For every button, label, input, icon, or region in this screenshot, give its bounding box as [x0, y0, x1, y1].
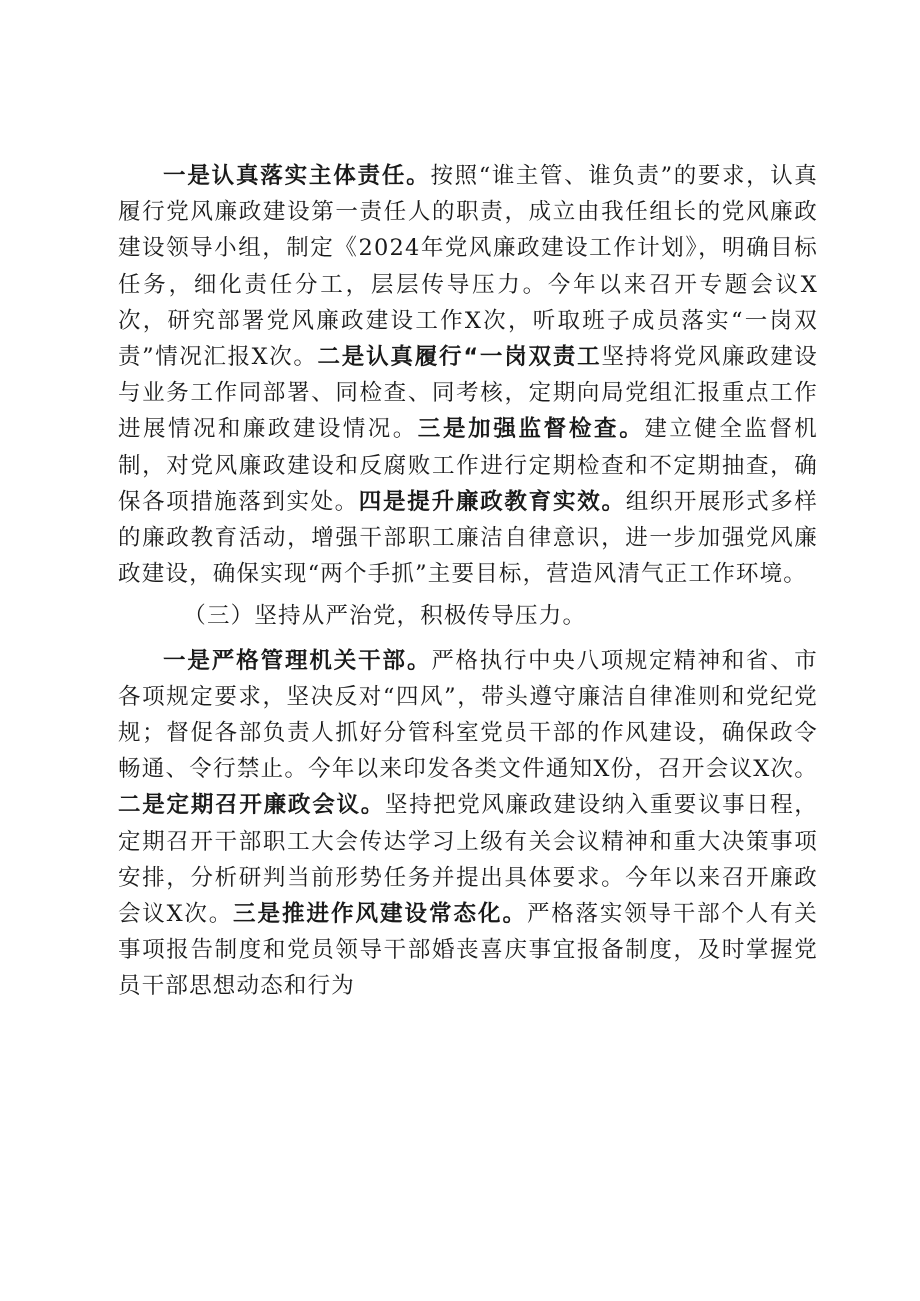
point-two-heading: 二是认真履行“一岗双责工 [317, 344, 602, 371]
section-heading: （三）坚持从严治党，积极传导压力。 [183, 603, 587, 630]
point-three-text: 建立健全监督机制，对党风廉政建设和反腐败工作进行定期检查和不定期抽查，确保各项措施落到实处。 [118, 416, 819, 515]
strict-point-one-heading: 一是严格管理机关干部。 [163, 647, 432, 674]
strict-point-two-heading: 二是定期召开廉政会议。 [118, 792, 386, 819]
point-one-heading: 一是认真落实主体责任。 [163, 163, 431, 189]
strict-point-one-text: 严格执行中央八项规定精神和省、市各项规定要求，坚决反对“四风”，带头遵守廉洁自律准则和党纪党规；督促各部负责人抓好分管科室党员干部的作风建设，确保政令畅通、令行禁止。今年以来印发各类文件通知X份，召开会议X次。 [118, 647, 818, 783]
point-two-text: 坚持将党风廉政建设与业务工作同部署、同检查、同考核，定期向局党组汇报重点工作进展情况和廉政建设情况。 [118, 344, 818, 443]
strict-point-two-text: 坚持把党风廉政建设纳入重要议事日程，定期召开干部职工大会传达学习上级有关会议精神和重大决策事项安排，分析研判当前形势任务并提出具体要求。今年以来召开廉政会议X次。 [118, 792, 818, 928]
point-three-heading: 三是加强监督检查。 [417, 416, 645, 443]
strict-point-three-heading: 三是推进作风建设常态化。 [233, 901, 527, 928]
document-body [118, 158, 818, 1005]
paragraph-responsibility [118, 158, 818, 592]
paragraph-strict-governance [118, 643, 818, 1005]
point-four-heading: 四是提升廉政教育实效。 [358, 488, 626, 515]
point-one-text: 按照“谁主管、谁负责”的要求，认真履行党风廉政建设第一责任人的职责，成立由我任组长的党风廉政建设领导小组，制定《2024年党风廉政建设工作计划》，明确目标任务，细化责任分工，层层传导压力。今年以来召开专题会议X次，研究部署党风廉政建设工作X次，听取班子成员落实“一岗双责”情况汇报X次。 [118, 163, 819, 371]
strict-point-three-text: 严格落实领导干部个人有关事项报告制度和党员领导干部婚丧喜庆事宜报备制度，及时掌握党员干部思想动态和行为 [118, 901, 818, 1000]
point-four-text: 组织开展形式多样的廉政教育活动，增强干部职工廉洁自律意识，进一步加强党风廉政建设，确保实现“两个手抓”主要目标，营造风清气正工作环境。 [118, 488, 818, 588]
